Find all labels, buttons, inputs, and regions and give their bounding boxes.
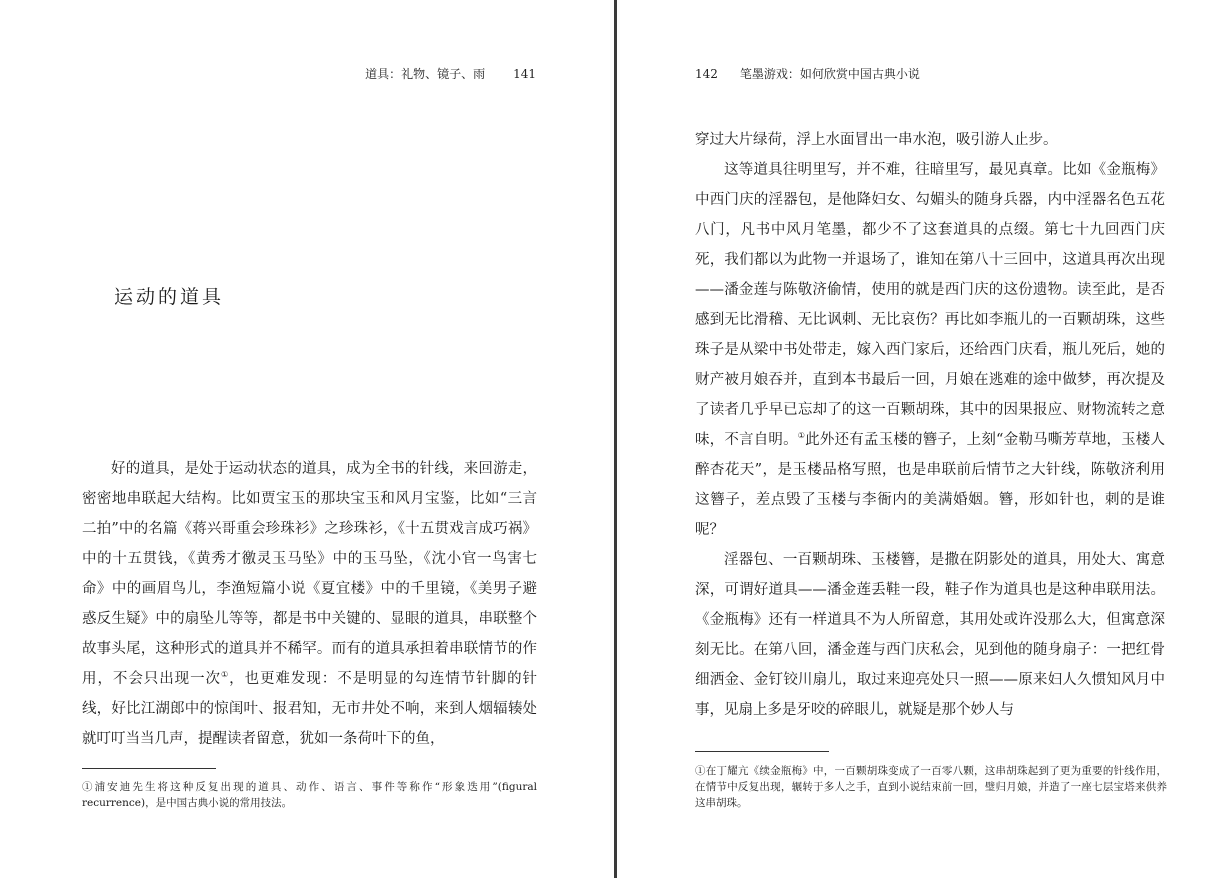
running-head-left [365, 66, 536, 82]
footnote-reference: ① [797, 431, 806, 441]
chapter-title: 运动的道具 [114, 286, 225, 308]
body-text-right [695, 125, 1165, 725]
page-number: 142 [695, 67, 718, 81]
body-text-left [82, 454, 537, 754]
paragraph-text: 此外还有孟玉楼的簪子，上刻“金勒马嘶芳草地，玉楼人醉杏花天”，是玉楼品格写照，也是串联前后情节之大针线，陈敬济利用这簪子，差点毁了玉楼与李衙内的美满婚姻。簪，形如针也，刺的是谁呢？ [695, 432, 1165, 538]
paragraph [695, 155, 1165, 545]
page-number: 141 [513, 67, 536, 81]
footnote-divider [695, 751, 829, 752]
footnote: ①在丁耀亢《续金瓶梅》中，一百颗胡珠变成了一百零八颗，这串胡珠起到了更为重要的针线作用，在情节中反复出现，辗转于多人之手，直到小说结束前一回，璧归月娘，并造了一座七层宝塔来供养这串胡珠。 [695, 765, 1167, 809]
paragraph: 穿过大片绿荷，浮上水面冒出一串水泡，吸引游人止步。 [695, 132, 1058, 148]
paragraph-text: ，也更难发现：不是明显的勾连情节针脚的针线，好比江湖郎中的惊闺叶、报君知，无市井处不响，来到人烟辐辏处就叮叮当当几声，提醒读者留意，犹如一条荷叶下的鱼， [82, 671, 538, 747]
running-head-title: 笔墨游戏：如何欣赏中国古典小说 [739, 67, 920, 81]
paragraph-text: 好的道具，是处于运动状态的道具，成为全书的针线，来回游走，密密地串联起大结构。比如贾宝玉的那块宝玉和风月宝鉴，比如“三言二拍”中的名篇《蒋兴哥重会珍珠衫》之珍珠衫，《十五贯戏言成巧祸》中的十五贯钱，《黄秀才徼灵玉马坠》中的玉马坠，《沈小官一鸟害七命》中的画眉鸟儿，李渔短篇小说《夏宜楼》中的千里镜，《美男子避惑反生疑》中的扇坠儿等等，都是书中关键的、显眼的道具，串联整个故事头尾，这种形式的道具并不稀罕。而有的道具承担着串联情节的作用，不会只出现一次 [82, 461, 537, 687]
right-page [617, 0, 1216, 878]
running-head-right [695, 66, 920, 82]
footnote-reference: ① [220, 670, 230, 680]
paragraph: 淫器包、一百颗胡珠、玉楼簪，是撒在阴影处的道具，用处大、寓意深，可谓好道具——潘金莲丢鞋一段，鞋子作为道具也是这种串联用法。《金瓶梅》还有一样道具不为人所留意，其用处或许没那么大，但寓意深刻无比。在第八回，潘金莲与西门庆私会，见到他的随身扇子：一把红骨细洒金、金钉铰川扇儿，取过来迎亮处只一照——原来妇人久惯知风月中事，见扇上多是牙咬的碎眼儿，就疑是那个妙人与 [695, 552, 1165, 718]
paragraph [82, 454, 537, 754]
paragraph-text: 这等道具往明里写，并不难，往暗里写，最见真章。比如《金瓶梅》中西门庆的淫器包，是他降妇女、勾媚头的随身兵器，内中淫器名色五花八门，凡书中风月笔墨，都少不了这套道具的点缀。第七十九回西门庆死，我们都以为此物一并退场了，谁知在第八十三回中，这道具再次出现——潘金莲与陈敬济偷情，使用的就是西门庆的这份遗物。读至此，是否感到无比滑稽、无比讽刺、无比哀伤？再比如李瓶儿的一百颗胡珠，这些珠子是从梁中书处带走，嫁入西门家后，还给西门庆看，瓶儿死后，她的财产被月娘吞并，直到本书最后一回，月娘在逃难的途中做梦，再次提及了读者几乎早已忘却了的这一百颗胡珠，其中的因果报应、财物流转之意味，不言自明。 [695, 162, 1165, 448]
running-head-title: 道具：礼物、镜子、雨 [365, 67, 486, 81]
footnote: ①浦安迪先生将这种反复出现的道具、动作、语言、事件等称作“形象迭用”(figural recurrence)，是中国古典小说的常用技法。 [82, 781, 537, 809]
footnote-divider [82, 768, 216, 769]
